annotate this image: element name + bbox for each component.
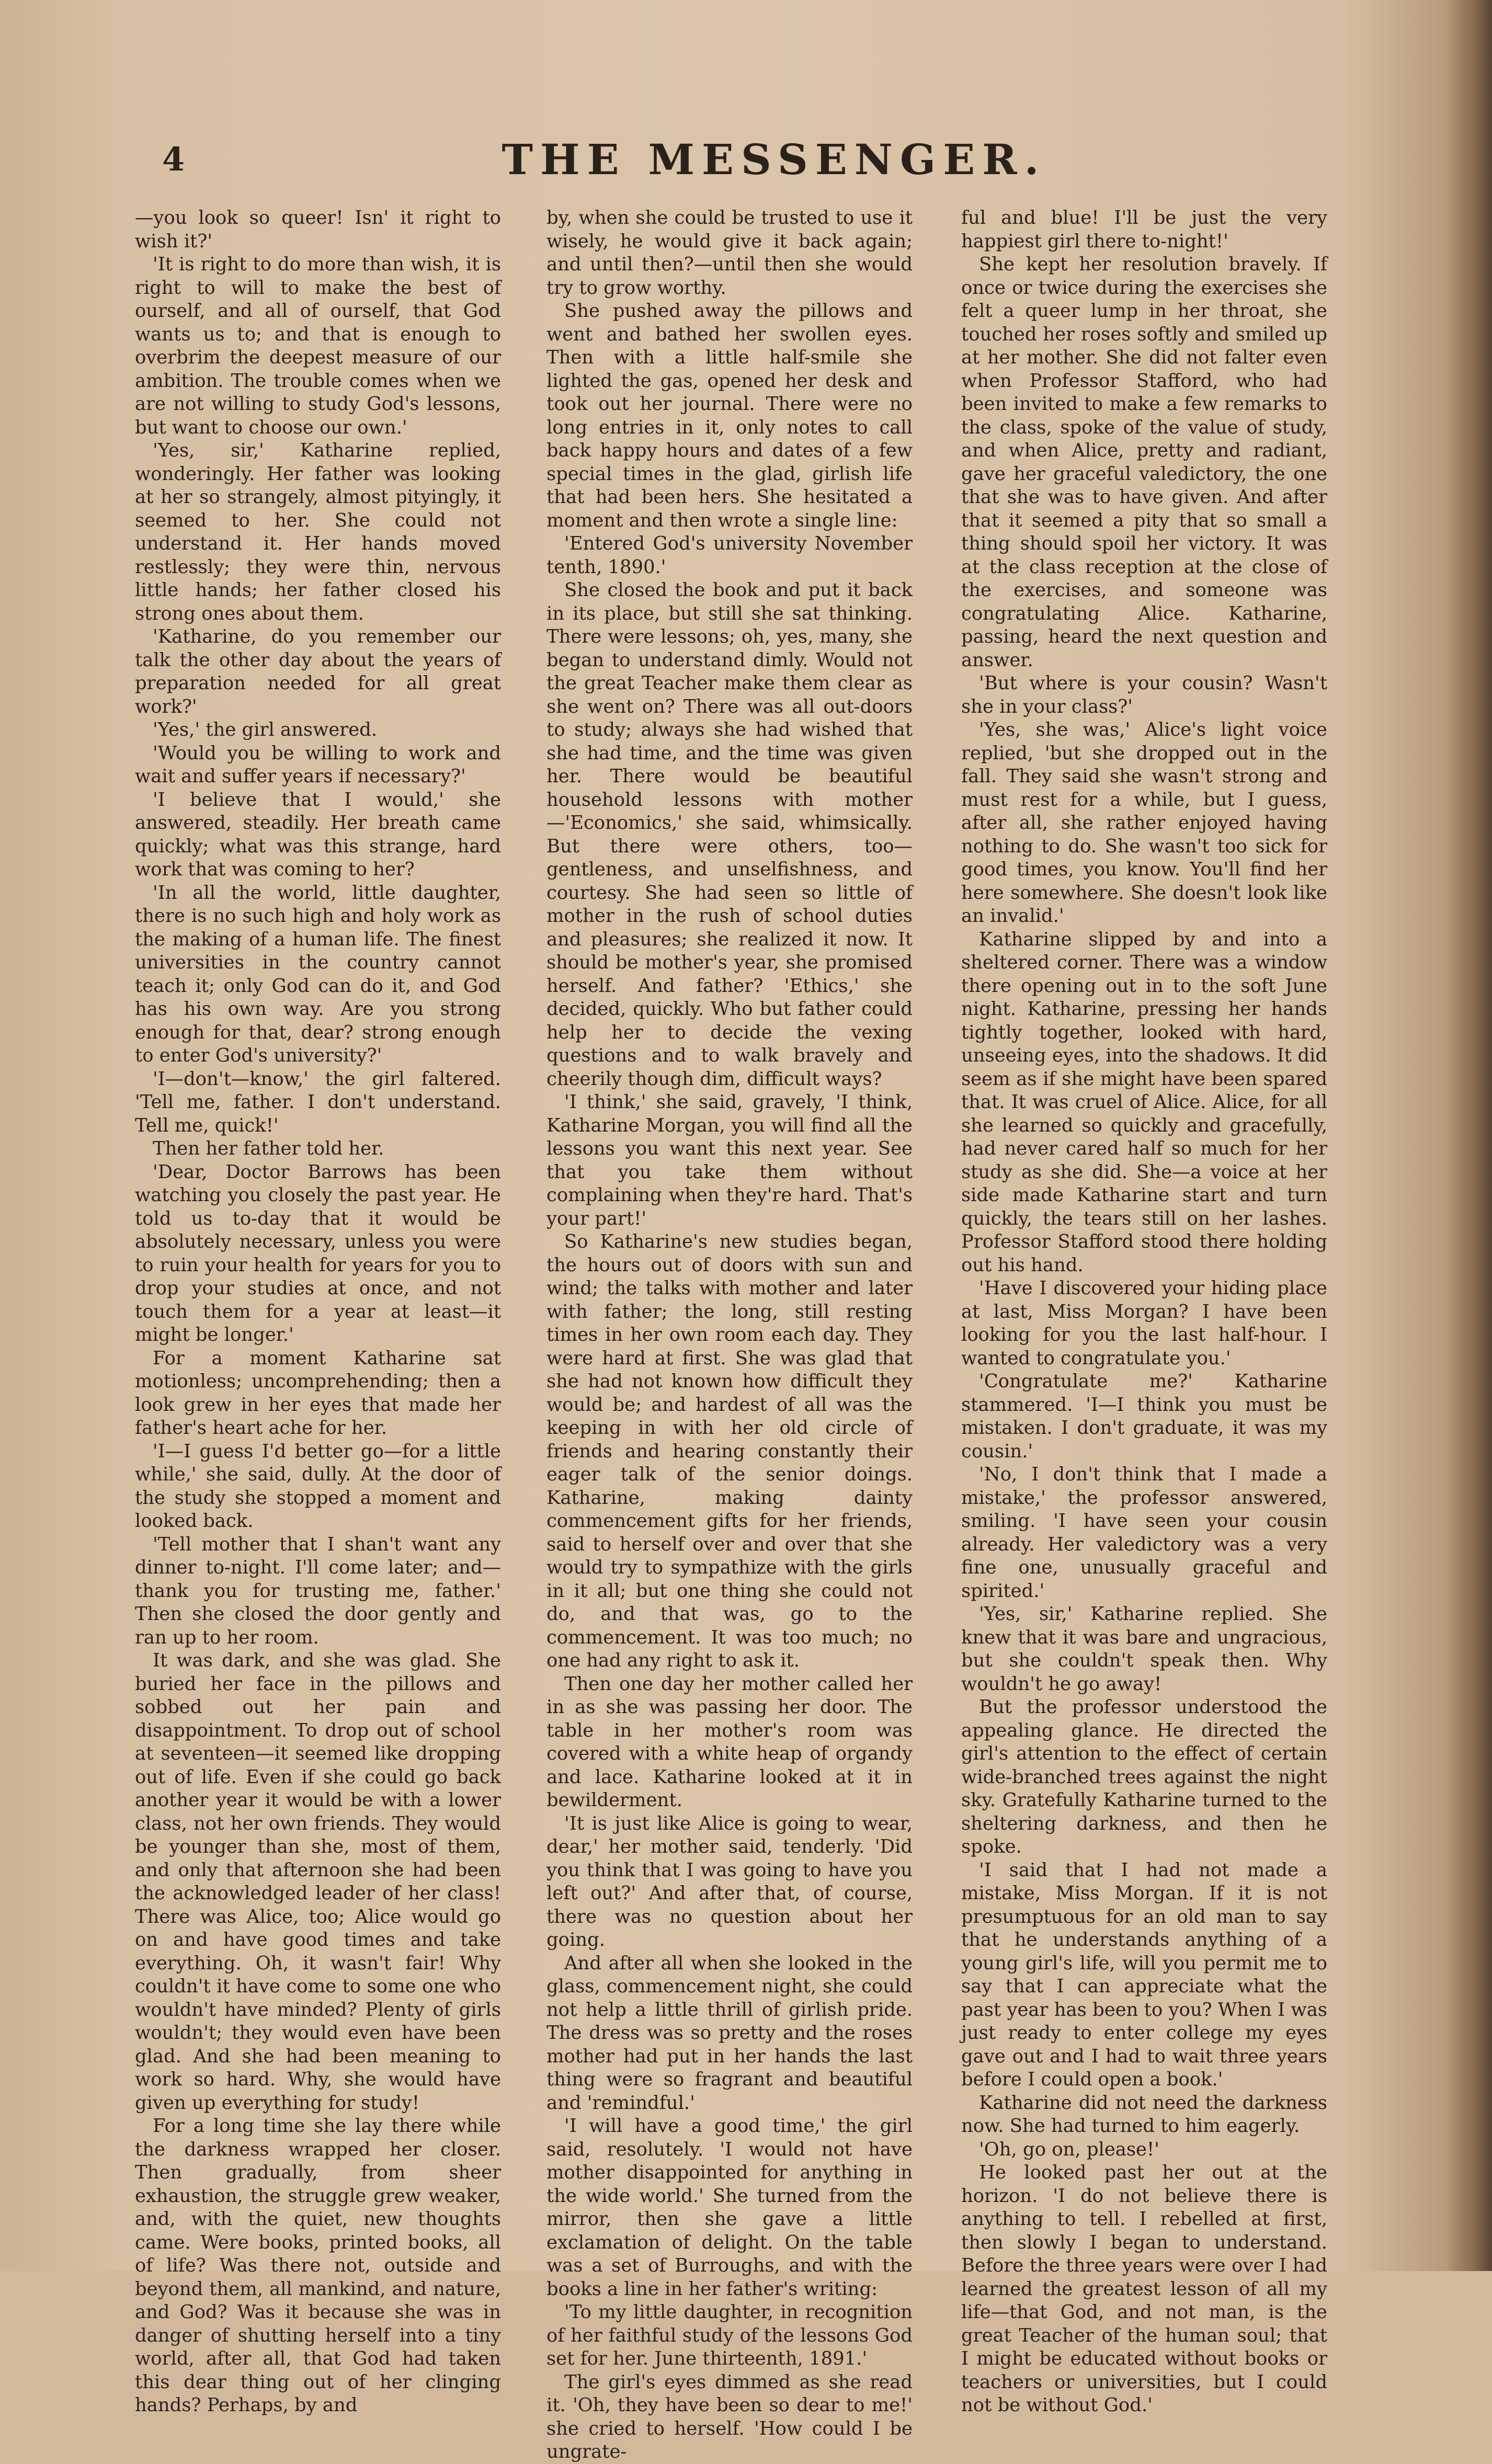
article-paragraph: And after all when she looked in the glass, commencement night, she could not help a little thrill of girlish pride. The dress was so pretty and the roses mother had put in her hands the last thing were so fragrant and beautiful and 'remindful.' (546, 1952, 913, 2114)
article-paragraph: 'Entered God's university November tenth, 1890.' (546, 533, 913, 578)
article-paragraph: 'I—I guess I'd better go—for a little while,' she said, dully. At the door of the study she stopped a moment and looked back. (135, 1440, 501, 1532)
article-paragraph: She closed the book and put it back in its place, but still she sat thinking. There were lessons; oh, yes, many, she began to understand dimly. Would not the great Teacher make them clear as she went on? There was all out-doors to study; always she had wished that she had time, and the time was given her. There would be beautiful household lessons with mother—'Economics,' she said, whimsically. But there were others, too—gentleness, and unselfishness, and courtesy. She had seen so little of mother in the rush of school duties and pleasures; she realized it now. It should be mother's year, she promised herself. And father? 'Ethics,' she decided, quickly. Who but father could help her to decide the vexing questions and to walk bravely and cheerily though dim, difficult ways? (546, 579, 913, 1090)
article-paragraph: He looked past her out at the horizon. 'I do not believe there is anything to tell. I rebelled at first, then slowly I began to understand. Before the three years were over I had learned the greatest lesson of all my life—that God, and not man, is the great Teacher of the human soul; that I might be educated without books or teachers or universities, but I could not be without God.' (961, 2162, 1327, 2416)
article-paragraph: 'I will have a good time,' the girl said, resolutely. 'I would not have mother disappointed for anything in the wide world.' She turned from the mirror, then she gave a little exclamation of delight. On the table was a set of Burroughs, and with the books a line in her father's writing: (546, 2115, 913, 2300)
article-paragraph: —you look so queer! Isn' it right to wish it?' (135, 207, 501, 252)
article-paragraph: 'Would you be willing to work and wait and suffer years if necessary?' (135, 742, 501, 787)
page-edge-shadow (1445, 0, 1492, 2271)
article-paragraph: But the professor understood the appealing glance. He directed the girl's attention to the effect of certain wide-branched trees against the night sky. Gratefully Katharine turned to the sheltering darkness, and then he spoke. (961, 1696, 1327, 1857)
article-paragraph: Then her father told her. (153, 1138, 384, 1159)
article-paragraph: 'Have I discovered your hiding place at last, Miss Morgan? I have been looking for you the last half-hour. I wanted to congratulate you.' (961, 1277, 1327, 1369)
article-paragraph: For a long time she lay there while the darkness wrapped her closer. Then gradually, from sheer exhaustion, the struggle grew weaker, and, with the quiet, new thoughts came. Were books, printed books, all of life? Was there not, outside and beyond them, all mankind, and nature, and God? Was it because she was in danger of shutting herself into a tiny world, after all, that God had taken this dear thing out of her clinging hands? Perhaps, by and (135, 2115, 501, 2416)
article-paragraph: 'Oh, go on, please!' (979, 2138, 1159, 2160)
article-paragraph: Then one day her mother called her in as she was passing her door. The table in her mother's room was covered with a white heap of organdy and lace. Katharine looked at it in bewilderment. (546, 1673, 913, 1811)
page-header (162, 135, 1386, 198)
article-paragraph: She pushed away the pillows and went and bathed her swollen eyes. Then with a little half-smile she lighted the gas, opened her desk and took out her journal. There were no long entries in it, only notes to call back happy hours and dates of a few special times in the glad, girlish life that had been hers. She hesitated a moment and then wrote a single line: (546, 300, 913, 531)
article-paragraph: 'Yes, sir,' Katharine replied, wonderingly. Her father was looking at her so strangely, almost pityingly, it seemed to her. She could not understand it. Her hands moved restlessly; they were thin, nervous little hands; her father closed his strong ones about them. (135, 440, 501, 624)
article-paragraph: 'To my little daughter, in recognition of her faithful study of the lessons God set for her. June thirteenth, 1891.' (546, 2301, 913, 2369)
article-paragraph: 'It is just like Alice is going to wear, dear,' her mother said, tenderly. 'Did you think that I was going to have you left out?' And after that, of course, there was no question about her going. (546, 1812, 913, 1950)
article-paragraph: 'Yes,' the girl answered. (153, 719, 378, 740)
article-paragraph: by, when she could be trusted to use it wisely, he would give it back again; and until then?—until then she would try to grow worthy. (546, 207, 913, 299)
article-paragraph: So Katharine's new studies began, the hours out of doors with sun and wind; the talks with mother and later with father; the long, still resting times in her own room each day. They were hard at first. She was glad that she had not known how difficult they would be; and hardest of all was the keeping in with her old circle of friends and hearing constantly their eager talk of the senior doings. Katharine, making dainty commencement gifts for her friends, said to herself over and over that she would try to sympathize with the girls in it all; but one thing she could not do, and that was, go to the commencement. It was too much; no one had any right to ask it. (546, 1231, 913, 1671)
article-paragraph: 'But where is your cousin? Wasn't she in your class?' (961, 672, 1327, 717)
page-number: 4 (162, 140, 185, 178)
article-paragraph: 'Yes, sir,' Katharine replied. She knew that it was bare and ungracious, but she couldn't speak then. Why wouldn't he go away! (961, 1603, 1327, 1695)
article-paragraph: 'No, I don't think that I made a mistake,' the professor answered, smiling. 'I have seen your cousin already. Her valedictory was a very fine one, unusually graceful and spirited.' (961, 1464, 1327, 1602)
article-paragraph: 'Yes, she was,' Alice's light voice replied, 'but she dropped out in the fall. They said she wasn't strong and must rest for a while, but I guess, after all, she rather enjoyed having nothing to do. She wasn't too sick for good times, you know. You'll find her here somewhere. She doesn't look like an invalid.' (961, 719, 1327, 927)
article-paragraph: The girl's eyes dimmed as she read it. 'Oh, they have been so dear to me!' she cried to herself. 'How could I be ungrate- (546, 2371, 913, 2462)
text-column-2 (546, 207, 913, 2462)
article-paragraph: 'I said that I had not made a mistake, Miss Morgan. If it is not presumptuous for an old man to say that he understands anything of a young girl's life, will you permit me to say that I can appreciate what the past year has been to you? When I was just ready to enter college my eyes gave out and I had to wait three years before I could open a book.' (961, 1859, 1327, 2090)
article-paragraph: For a moment Katharine sat motionless; uncomprehending; then a look grew in her eyes that made her father's heart ache for her. (135, 1347, 501, 1439)
article-paragraph: 'Katharine, do you remember our talk the other day about the years of preparation needed for all great work?' (135, 626, 501, 717)
article-paragraph: 'I—don't—know,' the girl faltered. 'Tell me, father. I don't understand. Tell me, quick!' (135, 1068, 501, 1136)
article-paragraph: 'I believe that I would,' she answered, steadily. Her breath came quickly; what was this strange, hard work that was coming to her? (135, 789, 501, 880)
article-paragraph: Katharine slipped by and into a sheltered corner. There was a window there opening out in to the soft June night. Katharine, pressing her hands tightly together, looked with hard, unseeing eyes, into the shadows. It did seem as if she might have been spared that. It was cruel of Alice. Alice, for all she learned so quickly and gracefully, had never cared half so much for her study as she did. She—a voice at her side made Katharine start and turn quickly, the tears still on her lashes. Professor Stafford stood there holding out his hand. (961, 928, 1327, 1276)
article-paragraph: 'Tell mother that I shan't want any dinner to-night. I'll come later; and—thank you for trusting me, father.' Then she closed the door gently and ran up to her room. (135, 1533, 501, 1648)
masthead-title: THE MESSENGER. (502, 135, 1046, 184)
text-column-3 (961, 207, 1327, 2416)
article-paragraph: 'It is right to do more than wish, it is right to will to make the best of ourself, and all of ourself, that God wants us to; and that is enough to overbrim the deepest measure of our ambition. The trouble comes when we are not willing to study God's lessons, but want to choose our own.' (135, 254, 501, 438)
article-paragraph: 'Dear, Doctor Barrows has been watching you closely the past year. He told us to-day that it would be absolutely necessary, unless you were to ruin your health for years for you to drop your studies at once, and not touch them for a year at least—it might be longer.' (135, 1161, 501, 1345)
article-paragraph: Katharine did not need the darkness now. She had turned to him eagerly. (961, 2092, 1327, 2137)
article-paragraph: 'In all the world, little daughter, there is no such high and holy work as the making of a human life. The finest universities in the country cannot teach it; only God can do it, and God has his own way. Are you strong enough for that, dear? strong enough to enter God's university?' (135, 882, 501, 1066)
article-paragraph: She kept her resolution bravely. If once or twice during the exercises she felt a queer lump in her throat, she touched her roses softly and smiled up at her mother. She did not falter even when Professor Stafford, who had been invited to make a few remarks to the class, spoke of the value of study, and when Alice, pretty and radiant, gave her graceful valedictory, the one that she was to have given. And after that it seemed a pity that so small a thing should spoil her victory. It was at the class reception at the close of the exercises, and someone was congratulating Alice. Katharine, passing, heard the next question and answer. (961, 254, 1327, 671)
article-paragraph: ful and blue! I'll be just the very happiest girl there to-night!' (961, 207, 1327, 252)
article-paragraph: 'I think,' she said, gravely, 'I think, Katharine Morgan, you will find all the lessons you want this next year. See that you take them without complaining when they're hard. That's your part!' (546, 1091, 913, 1229)
article-paragraph: 'Congratulate me?' Katharine stammered. 'I—I think you must be mistaken. I don't graduate, it was my cousin.' (961, 1371, 1327, 1462)
text-column-1 (135, 207, 501, 2416)
article-paragraph: It was dark, and she was glad. She buried her face in the pillows and sobbed out her pain and disappointment. To drop out of school at seventeen—it seemed like dropping out of life. Even if she could go back another year it would be with a lower class, not her own friends. They would be younger than she, most of them, and only that afternoon she had been the acknowledged leader of her class! There was Alice, too; Alice would go on and have good times and take everything. Oh, it wasn't fair! Why couldn't it have come to some one who wouldn't have minded? Plenty of girls wouldn't; they would even have been glad. And she had been meaning to work so hard. Why, she would have given up everything for study! (135, 1650, 501, 2114)
